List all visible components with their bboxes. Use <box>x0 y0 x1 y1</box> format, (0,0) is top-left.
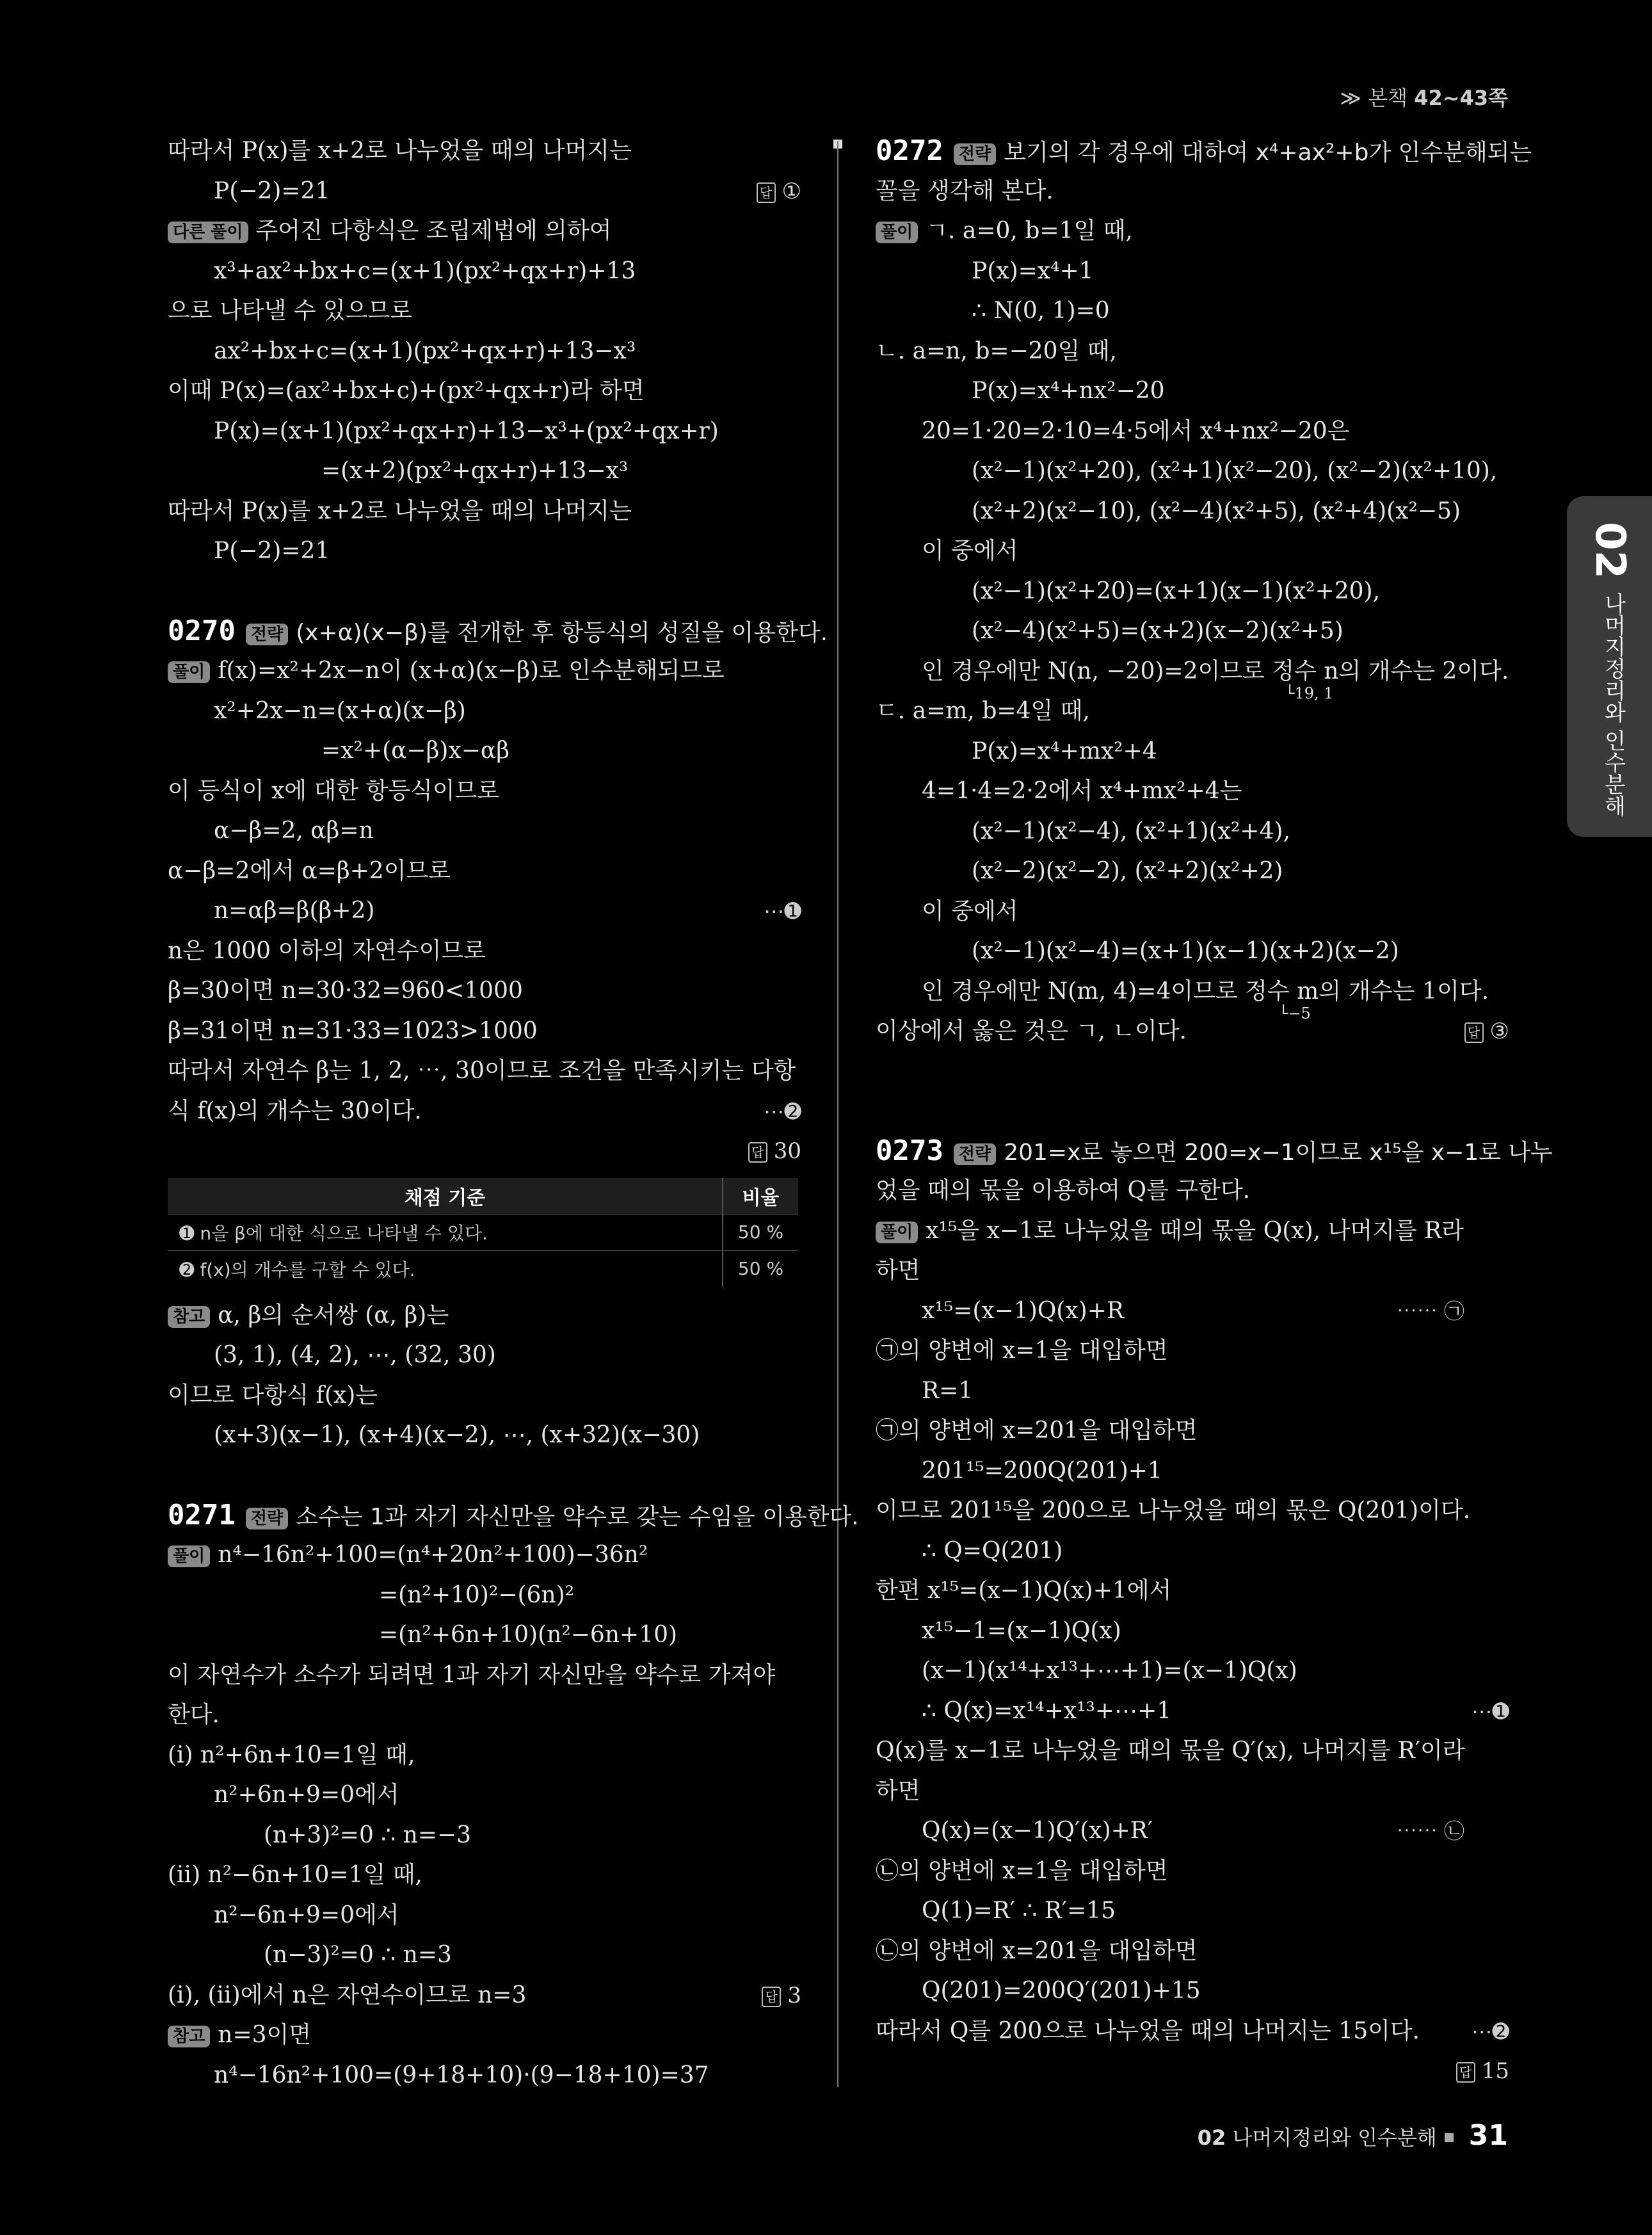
line-text: (x²−1)(x²+20), (x²+1)(x²−20), (x²−2)(x²+10), <box>972 458 1498 484</box>
text-line <box>168 492 801 532</box>
text-line <box>876 1571 1509 1611</box>
text-line <box>876 371 1509 412</box>
text-line <box>876 972 1509 1022</box>
answer-value: ③ <box>1489 1019 1509 1044</box>
line-text: 따라서 P(x)를 x+2로 나누었을 때의 나머지는 <box>168 138 632 164</box>
text-line <box>876 1971 1509 2012</box>
line-text: x¹⁵=(x−1)Q(x)+R <box>922 1297 1124 1324</box>
label-badge: 전략 <box>954 143 996 165</box>
step-marker: ⋯⋯ ㉡ <box>1396 1819 1464 1843</box>
line-text: =(x+2)(px²+qx+r)+13−x³ <box>321 458 629 484</box>
text-line <box>876 1771 1509 1812</box>
grading-criterion: ➋ f(x)의 개수를 구할 수 있다. <box>168 1250 723 1287</box>
line-text: (x²−1)(x²−4), (x²+1)(x²+4), <box>972 818 1290 844</box>
grading-table <box>168 1178 798 1287</box>
footer-title: 나머지정리와 인수분해 <box>1232 2126 1437 2150</box>
text-line <box>168 1131 801 1172</box>
text-line <box>168 1935 801 1976</box>
grading-row <box>168 1250 798 1287</box>
text-line <box>168 971 801 1012</box>
line-text: (x²−1)(x²+20)=(x+1)(x−1)(x²+20), <box>972 577 1381 604</box>
answer-icon: 답 <box>757 182 776 203</box>
text-line <box>168 1615 801 1656</box>
text-line <box>876 1611 1509 1652</box>
line-text: α, β의 순서쌍 (α, β)는 <box>218 1302 449 1328</box>
spacer <box>876 1092 1509 1131</box>
line-text: Q(201)=200Q′(201)+15 <box>922 1978 1201 2004</box>
line-text: n²+6n+9=0에서 <box>214 1782 399 1808</box>
text-line <box>876 332 1509 372</box>
right-column <box>876 131 1553 2092</box>
step-marker: ⋯➋ <box>764 1099 801 1124</box>
left-lines-top <box>168 131 828 1172</box>
side-tab-title: 나머지정리와 인수분해 <box>1600 592 1626 817</box>
text-line <box>168 1656 801 1696</box>
text-line <box>876 131 1532 172</box>
line-text: α−β=2, αβ=n <box>214 818 374 844</box>
line-text: ㄴ. a=n, b=−20일 때, <box>876 337 1117 364</box>
text-line <box>876 1331 1509 1371</box>
text-line <box>168 1896 801 1936</box>
line-text: (n−3)²=0 ∴ n=3 <box>264 1942 452 1968</box>
text-line <box>168 252 801 292</box>
line-text: 이므로 201¹⁵을 200으로 나누었을 때의 몫은 Q(201)이다. <box>876 1497 1471 1524</box>
text-line <box>168 1335 801 1376</box>
line-text: (ii) n²−6n+10=1일 때, <box>168 1862 422 1888</box>
line-text: 따라서 P(x)를 x+2로 나누었을 때의 나머지는 <box>168 497 632 524</box>
text-line <box>876 1012 1509 1052</box>
line-text: (3, 1), (4, 2), ⋯, (32, 30) <box>214 1342 496 1368</box>
label-badge: 참고 <box>168 2026 210 2047</box>
problem-number: 0273 <box>876 1134 943 1167</box>
line-text: 하면 <box>876 1777 920 1804</box>
line-text: 주어진 다항식은 조립제법에 의하여 <box>255 218 612 244</box>
text-line <box>168 932 801 972</box>
text-line <box>168 891 801 932</box>
text-line <box>168 731 801 771</box>
line-text: (x²+2)(x²−10), (x²−4)(x²+5), (x²+4)(x²−5) <box>972 497 1461 524</box>
line-text: (i) n²+6n+10=1일 때, <box>168 1741 415 1768</box>
line-text: Q(1)=R′ ∴ R′=15 <box>922 1898 1116 1924</box>
grading-criterion: ➊ n을 β에 대한 식으로 나타낼 수 있다. <box>168 1214 723 1250</box>
text-line <box>168 1775 801 1816</box>
line-text: 보기의 각 경우에 대하여 x⁴+ax²+b가 인수분해되는 <box>1004 140 1532 166</box>
text-line <box>876 572 1509 612</box>
text-line <box>168 771 801 812</box>
text-line <box>168 172 801 212</box>
text-line <box>876 172 1509 212</box>
line-text: (x²−2)(x²−2), (x²+2)(x²+2) <box>972 858 1283 884</box>
line-text: R=1 <box>922 1377 974 1404</box>
text-line <box>876 1691 1509 1732</box>
text-line <box>876 451 1509 492</box>
line-text: ax²+bx+c=(x+1)(px²+qx+r)+13−x³ <box>214 337 636 364</box>
line-text: (i), (ii)에서 n은 자연수이므로 n=3 <box>168 1981 527 2008</box>
left-column <box>168 131 859 2095</box>
answer-icon: 답 <box>1456 2062 1475 2083</box>
line-text: x¹⁵−1=(x−1)Q(x) <box>922 1617 1121 1644</box>
side-tab-number: 02 <box>1586 522 1633 579</box>
text-line <box>876 732 1509 772</box>
text-line <box>168 1376 801 1416</box>
footer-square-icon <box>1445 2133 1454 2142</box>
line-text: ∴ N(0, 1)=0 <box>972 298 1110 324</box>
line-text: n⁴−16n²+100=(n⁴+20n²+100)−36n² <box>218 1542 648 1568</box>
label-badge: 전략 <box>954 1143 996 1165</box>
line-text: x³+ax²+bx+c=(x+1)(px²+qx+r)+13 <box>214 257 636 284</box>
line-text: ㉠의 양변에 x=201을 대입하면 <box>876 1417 1198 1444</box>
label-badge: 풀이 <box>876 1222 918 1243</box>
text-line <box>876 611 1509 652</box>
text-line <box>876 1852 1509 1892</box>
line-text: 소수는 1과 자기 자신만을 약수로 갖는 수임을 이용한다. <box>296 1503 859 1530</box>
line-text: 따라서 Q를 200으로 나누었을 때의 나머지는 15이다. <box>876 2017 1420 2044</box>
line-text: n²−6n+9=0에서 <box>214 1901 399 1928</box>
text-line <box>876 1651 1509 1691</box>
text-line <box>876 291 1509 332</box>
line-text: =(n²+10)²−(6n)² <box>379 1581 575 1608</box>
right-lines <box>876 131 1553 2092</box>
line-text: x²+2x−n=(x+α)(x−β) <box>214 697 466 724</box>
answer-icon: 답 <box>1464 1022 1484 1043</box>
text-line <box>876 1131 1553 1172</box>
text-line <box>168 211 801 252</box>
text-line <box>168 1416 801 1456</box>
line-text: P(−2)=21 <box>214 538 330 564</box>
page-footer <box>1198 2119 1508 2152</box>
answer-icon: 답 <box>748 1142 767 1163</box>
label-badge: 전략 <box>246 1508 288 1529</box>
answer-value: 15 <box>1481 2058 1509 2084</box>
line-text: 따라서 자연수 β는 1, 2, ⋯, 30이므로 조건을 만족시키는 다항 <box>168 1058 796 1084</box>
text-line <box>168 1092 801 1132</box>
step-marker: ⋯➊ <box>1472 1698 1509 1723</box>
line-text: 20=1·20=2·10=4·5에서 x⁴+nx²−20은 <box>922 417 1350 444</box>
label-badge: 풀이 <box>168 1545 210 1567</box>
text-line <box>876 1932 1509 1972</box>
text-line <box>876 1451 1509 1492</box>
line-text: 이상에서 옳은 것은 ㄱ, ㄴ이다. <box>876 1018 1187 1044</box>
spacer <box>876 1052 1509 1092</box>
answer-mark <box>1456 2051 1509 2092</box>
line-text: n=αβ=β(β+2) <box>214 898 375 924</box>
label-badge: 전략 <box>246 624 288 645</box>
problem-number: 0270 <box>168 614 236 647</box>
line-text: 었을 때의 몫을 이용하여 Q를 구한다. <box>876 1177 1251 1204</box>
line-text: f(x)=x²+2x−n이 (x+α)(x−β)로 인수분해되므로 <box>218 658 725 684</box>
answer-value: 30 <box>773 1138 801 1164</box>
page-range-header: ≫ 본책 42~43쪽 <box>1340 86 1508 110</box>
text-line <box>876 1171 1509 1211</box>
text-line <box>168 412 801 452</box>
text-line <box>876 252 1509 292</box>
text-line <box>876 1371 1509 1412</box>
grading-row <box>168 1214 798 1250</box>
grading-header-ratio: 비율 <box>723 1178 798 1214</box>
line-text: P(−2)=21 <box>214 177 330 204</box>
text-line <box>168 851 801 892</box>
label-badge: 풀이 <box>168 661 210 683</box>
underline-note: └−5 <box>1279 1004 1311 1022</box>
text-line <box>168 2015 801 2056</box>
left-lines-bottom <box>168 1296 859 2096</box>
answer-mark <box>757 172 801 212</box>
line-text: 이 중에서 <box>922 898 1018 924</box>
line-text: 꼴을 생각해 본다. <box>876 177 1054 204</box>
text-line <box>876 1211 1509 1252</box>
text-line <box>876 1411 1509 1451</box>
text-line <box>876 1291 1509 1332</box>
text-line <box>168 1695 801 1736</box>
line-text: 이 등식이 x에 대한 항등식이므로 <box>168 777 500 804</box>
spacer <box>168 572 801 611</box>
chapter-side-tab <box>1567 496 1652 837</box>
line-text: ㉡의 양변에 x=1을 대입하면 <box>876 1857 1168 1884</box>
line-text: (x²−1)(x²−4)=(x+1)(x−1)(x+2)(x−2) <box>972 938 1399 964</box>
problem-number: 0271 <box>168 1498 236 1531</box>
step-marker: ⋯⋯ ㉠ <box>1396 1298 1464 1323</box>
text-line <box>876 1251 1509 1291</box>
text-line <box>876 892 1509 932</box>
page-number: 31 <box>1468 2119 1508 2152</box>
line-text: 식 f(x)의 개수는 30이다. <box>168 1097 422 1124</box>
line-text: n은 1000 이하의 자연수이므로 <box>168 937 486 964</box>
line-text: (x+3)(x−1), (x+4)(x−2), ⋯, (x+32)(x−30) <box>214 1422 700 1448</box>
label-badge: 풀이 <box>876 222 918 243</box>
line-text: (x+α)(x−β)를 전개한 후 항등식의 성질을 이용한다. <box>296 619 828 646</box>
line-text: 한편 x¹⁵=(x−1)Q(x)+1에서 <box>876 1577 1172 1604</box>
line-text: ∴ Q=Q(201) <box>922 1537 1063 1564</box>
line-text: P(x)=(x+1)(px²+qx+r)+13−x³+(px²+qx+r) <box>214 417 719 444</box>
line-text: 4=1·4=2·2에서 x⁴+mx²+4는 <box>922 778 1242 804</box>
text-line <box>168 1012 801 1052</box>
line-text: ㉠의 양변에 x=1을 대입하면 <box>876 1337 1168 1364</box>
answer-mark <box>1464 1012 1509 1052</box>
line-text: β=31이면 n=31·33=1023>1000 <box>168 1017 538 1044</box>
line-text: P(x)=x⁴+1 <box>972 257 1094 284</box>
line-text: (n+3)²=0 ∴ n=−3 <box>264 1821 472 1848</box>
line-text: (x²−4)(x²+5)=(x+2)(x−2)(x²+5) <box>972 618 1343 644</box>
text-line <box>168 1736 801 1776</box>
answer-mark <box>762 1976 801 2016</box>
line-text: 으로 나타낼 수 있으므로 <box>168 298 413 324</box>
line-text: 이때 P(x)=(ax²+bx+c)+(px²+qx+r)라 하면 <box>168 378 645 404</box>
text-line <box>168 1855 801 1896</box>
line-text: β=30이면 n=30·32=960<1000 <box>168 978 523 1004</box>
label-badge: 다른 풀이 <box>168 222 248 243</box>
line-text: 201=x로 놓으면 200=x−1이므로 x¹⁵을 x−1로 나누 <box>1004 1139 1553 1166</box>
text-line <box>168 531 801 572</box>
line-text: 인 경우에만 N(n, −20)=2이므로 정수 n의 개수는 2이다. <box>922 658 1509 684</box>
line-text: =(n²+6n+10)(n²−6n+10) <box>379 1622 678 1648</box>
line-text: ㄱ. a=0, b=1일 때, <box>926 218 1133 244</box>
step-marker: ⋯➋ <box>1472 2019 1509 2044</box>
line-text: 201¹⁵=200Q(201)+1 <box>922 1457 1162 1484</box>
line-text: 이므로 다항식 f(x)는 <box>168 1382 378 1408</box>
text-line <box>876 771 1509 812</box>
text-line <box>168 1976 801 2016</box>
text-line <box>876 1891 1509 1932</box>
text-line <box>168 1535 801 1576</box>
line-text: ∴ Q(x)=x¹⁴+x¹³+⋯+1 <box>922 1697 1172 1724</box>
line-text: n⁴−16n²+100=(9+18+10)·(9−18+10)=37 <box>214 2062 709 2088</box>
text-line <box>876 851 1509 892</box>
text-line <box>876 492 1509 532</box>
line-text: 인 경우에만 N(m, 4)=4이므로 정수 m의 개수는 1이다. <box>922 978 1489 1005</box>
underline-note: └19, 1 <box>1285 684 1334 702</box>
text-line <box>168 451 801 492</box>
grading-header-criterion: 채점 기준 <box>168 1178 723 1214</box>
text-line <box>168 2056 801 2096</box>
text-line <box>168 1816 801 1856</box>
text-line <box>168 1296 801 1336</box>
text-line <box>876 1731 1509 1771</box>
spacer <box>168 1456 801 1496</box>
text-line <box>876 1531 1509 1572</box>
line-text: Q(x)를 x−1로 나누었을 때의 몫을 Q′(x), 나머지를 R′이라 <box>876 1738 1465 1764</box>
text-line <box>168 651 801 691</box>
text-line <box>876 211 1509 252</box>
text-line <box>876 412 1509 452</box>
line-text: =x²+(α−β)x−αβ <box>321 738 510 764</box>
text-line <box>168 332 801 372</box>
text-line <box>168 1576 801 1616</box>
text-line <box>168 1496 859 1536</box>
footer-chapter: 02 <box>1197 2126 1226 2150</box>
line-text: ㉡의 양변에 x=201을 대입하면 <box>876 1937 1198 1964</box>
text-line <box>876 531 1509 572</box>
line-text: n=3이면 <box>218 2022 312 2048</box>
text-line <box>168 291 801 332</box>
problem-number: 0272 <box>876 134 943 167</box>
text-line <box>168 371 801 412</box>
text-line <box>876 2012 1509 2052</box>
text-line <box>876 2051 1509 2092</box>
line-text: x¹⁵을 x−1로 나누었을 때의 몫을 Q(x), 나머지를 R라 <box>926 1217 1464 1244</box>
answer-value: 3 <box>787 1982 801 2008</box>
text-line <box>876 1811 1509 1852</box>
text-line <box>168 811 801 851</box>
text-line <box>876 691 1509 732</box>
text-line <box>876 812 1509 852</box>
text-line <box>876 932 1509 972</box>
line-text: α−β=2에서 α=β+2이므로 <box>168 857 451 884</box>
text-line <box>168 691 801 732</box>
line-text: 이 자연수가 소수가 되려면 1과 자기 자신만을 약수로 가져야 <box>168 1661 776 1688</box>
line-text: 하면 <box>876 1257 920 1284</box>
line-text: (x−1)(x¹⁴+x¹³+⋯+1)=(x−1)Q(x) <box>922 1658 1297 1684</box>
line-text: P(x)=x⁴+nx²−20 <box>972 378 1165 404</box>
step-marker: ⋯➊ <box>764 899 801 923</box>
answer-mark <box>748 1131 801 1172</box>
text-line <box>876 1491 1509 1531</box>
line-text: 이 중에서 <box>922 538 1018 564</box>
grading-ratio: 50 % <box>723 1214 798 1250</box>
line-text: 한다. <box>168 1702 220 1728</box>
text-line <box>876 652 1509 702</box>
text-line <box>168 1051 801 1092</box>
text-line <box>168 131 801 172</box>
column-divider <box>837 141 838 2087</box>
line-text: Q(x)=(x−1)Q′(x)+R′ <box>922 1818 1153 1844</box>
label-badge: 참고 <box>168 1306 210 1328</box>
line-text: ㄷ. a=m, b=4일 때, <box>876 698 1090 724</box>
grading-ratio: 50 % <box>723 1250 798 1287</box>
answer-value: ① <box>782 178 801 204</box>
line-text: P(x)=x⁴+mx²+4 <box>972 738 1157 764</box>
text-line <box>168 611 828 652</box>
answer-icon: 답 <box>762 1987 781 2007</box>
